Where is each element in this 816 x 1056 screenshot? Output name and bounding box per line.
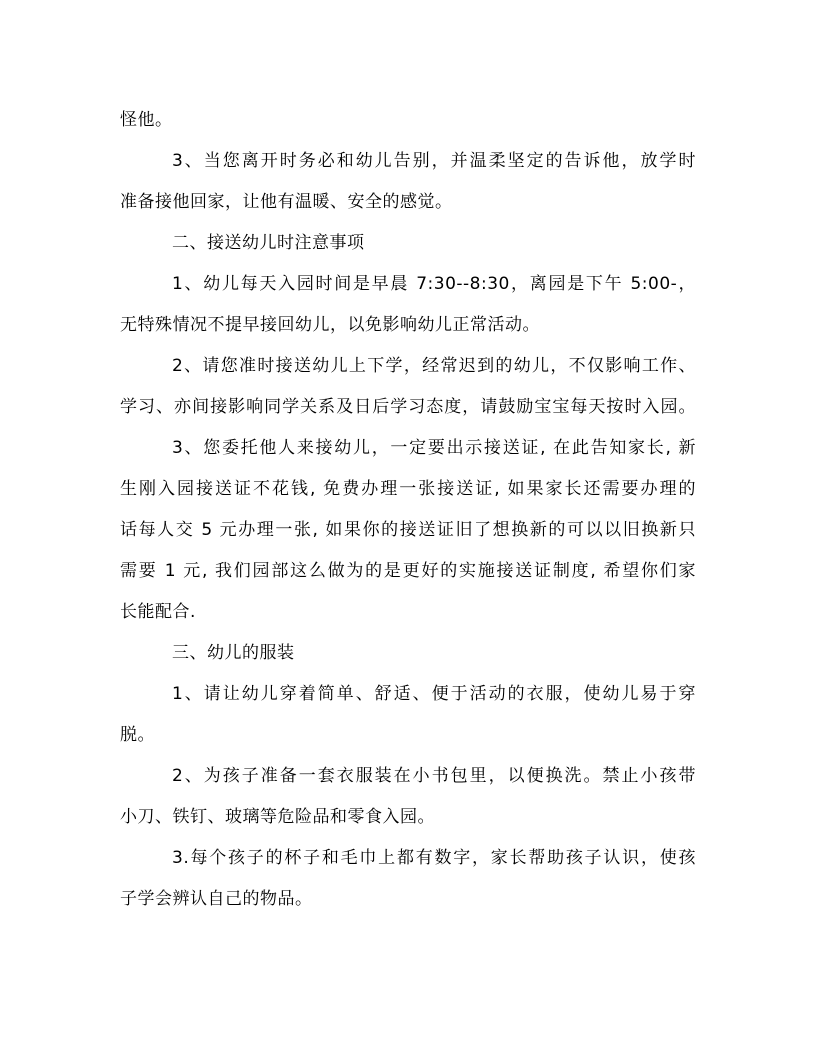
paragraph-line: 学习、亦间接影响同学关系及日后学习态度，请鼓励宝宝每天按时入园。 xyxy=(120,397,696,417)
paragraph-line: 2、为孩子准备一套衣服装在小书包里，以便换洗。禁止小孩带 xyxy=(172,766,696,786)
paragraph-line: 2、请您准时接送幼儿上下学，经常迟到的幼儿，不仅影响工作、 xyxy=(172,356,696,376)
paragraph-line: 1、幼儿每天入园时间是早晨 7:30--8:30，离园是下午 5:00-， xyxy=(172,274,696,294)
section-heading: 二、接送幼儿时注意事项 xyxy=(172,233,365,253)
paragraph-line: 需要 1 元, 我们园部这么做为的是更好的实施接送证制度, 希望你们家 xyxy=(120,561,696,581)
paragraph-line: 小刀、铁钉、玻璃等危险品和零食入园。 xyxy=(120,807,435,827)
section-heading: 三、幼儿的服装 xyxy=(172,643,295,663)
paragraph-line: 3、当您离开时务必和幼儿告别，并温柔坚定的告诉他，放学时 xyxy=(172,151,696,171)
paragraph-line: 无特殊情况不提早接回幼儿，以免影响幼儿正常活动。 xyxy=(120,315,540,335)
paragraph-line: 准备接他回家，让他有温暖、安全的感觉。 xyxy=(120,192,453,212)
paragraph-line: 1、请让幼儿穿着简单、舒适、便于活动的衣服，使幼儿易于穿 xyxy=(172,684,696,704)
paragraph-line: 3、您委托他人来接幼儿，一定要出示接送证, 在此告知家长, 新 xyxy=(172,438,696,458)
paragraph-line: 话每人交 5 元办理一张, 如果你的接送证旧了想换新的可以以旧换新只 xyxy=(120,520,696,540)
paragraph-line: 怪他。 xyxy=(120,110,173,130)
paragraph-line: 3.每个孩子的杯子和毛巾上都有数字，家长帮助孩子认识，使孩 xyxy=(172,848,696,868)
paragraph-line: 长能配合. xyxy=(120,602,196,622)
paragraph-line: 子学会辨认自己的物品。 xyxy=(120,889,313,909)
paragraph-line: 生刚入园接送证不花钱, 免费办理一张接送证, 如果家长还需要办理的 xyxy=(120,479,696,499)
paragraph-line: 脱。 xyxy=(120,725,155,745)
